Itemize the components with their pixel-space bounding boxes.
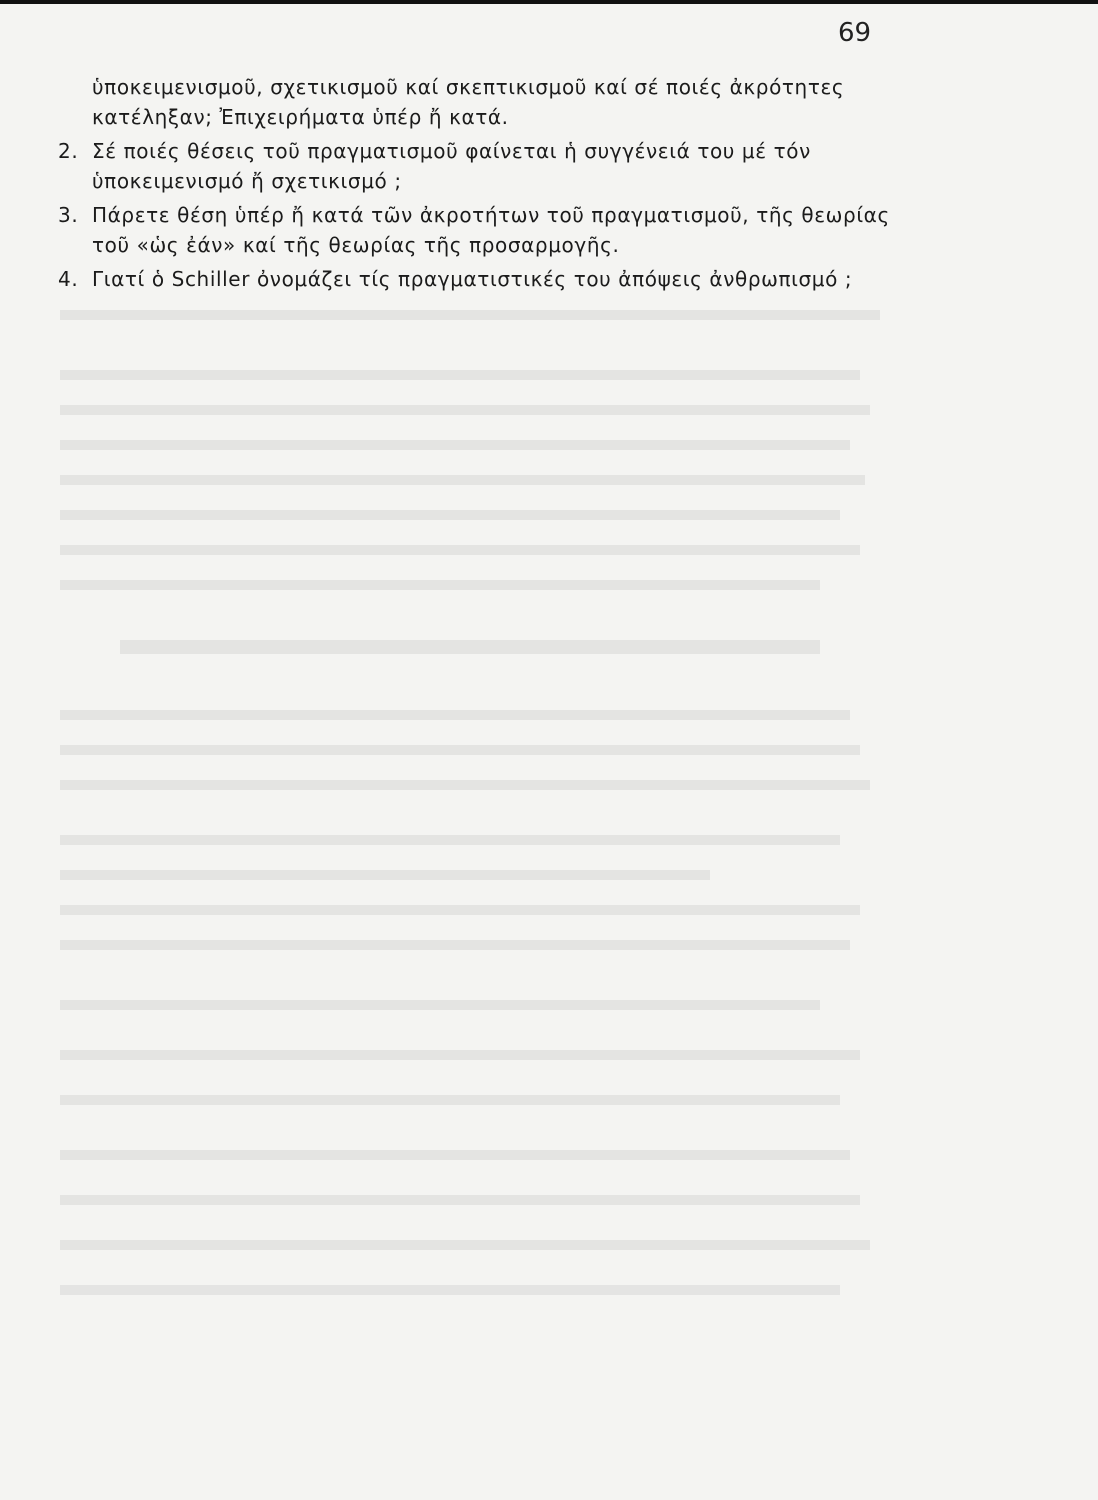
show-through-text-background (60, 290, 890, 1330)
question-text: Γιατί ὁ Schiller ὀνομάζει τίς πραγματιστικές του ἀπόψεις ἀνθρωπισμό ; (92, 267, 853, 291)
question-text: Πάρετε θέση ὑπέρ ἤ κατά τῶν ἀκροτήτων τοῦ πραγματισμοῦ, τῆς θεωρίας τοῦ «ὡς ἐάν» καί τῆς θεωρίας τῆς προσαρμογῆς. (92, 203, 890, 257)
question-number: 3. (58, 203, 79, 227)
top-border-rule (0, 0, 1098, 4)
question-item (58, 200, 898, 260)
page-text-block (58, 72, 898, 298)
question-item (58, 136, 898, 196)
question-text: Σέ ποιές θέσεις τοῦ πραγματισμοῦ φαίνεται ἡ συγγένειά του μέ τόν ὑποκειμενισμό ἤ σχετικισμό ; (92, 139, 811, 193)
question-number: 2. (58, 139, 79, 163)
page-number: 69 (838, 18, 872, 48)
lead-paragraph: ὑποκειμενισμοῦ, σχετικισμοῦ καί σκεπτικισμοῦ καί σέ ποιές ἀκρότητες κατέληξαν; Ἐπιχειρήματα ὑπέρ ἤ κατά. (92, 75, 845, 129)
question-item (58, 264, 898, 294)
question-number: 4. (58, 267, 79, 291)
